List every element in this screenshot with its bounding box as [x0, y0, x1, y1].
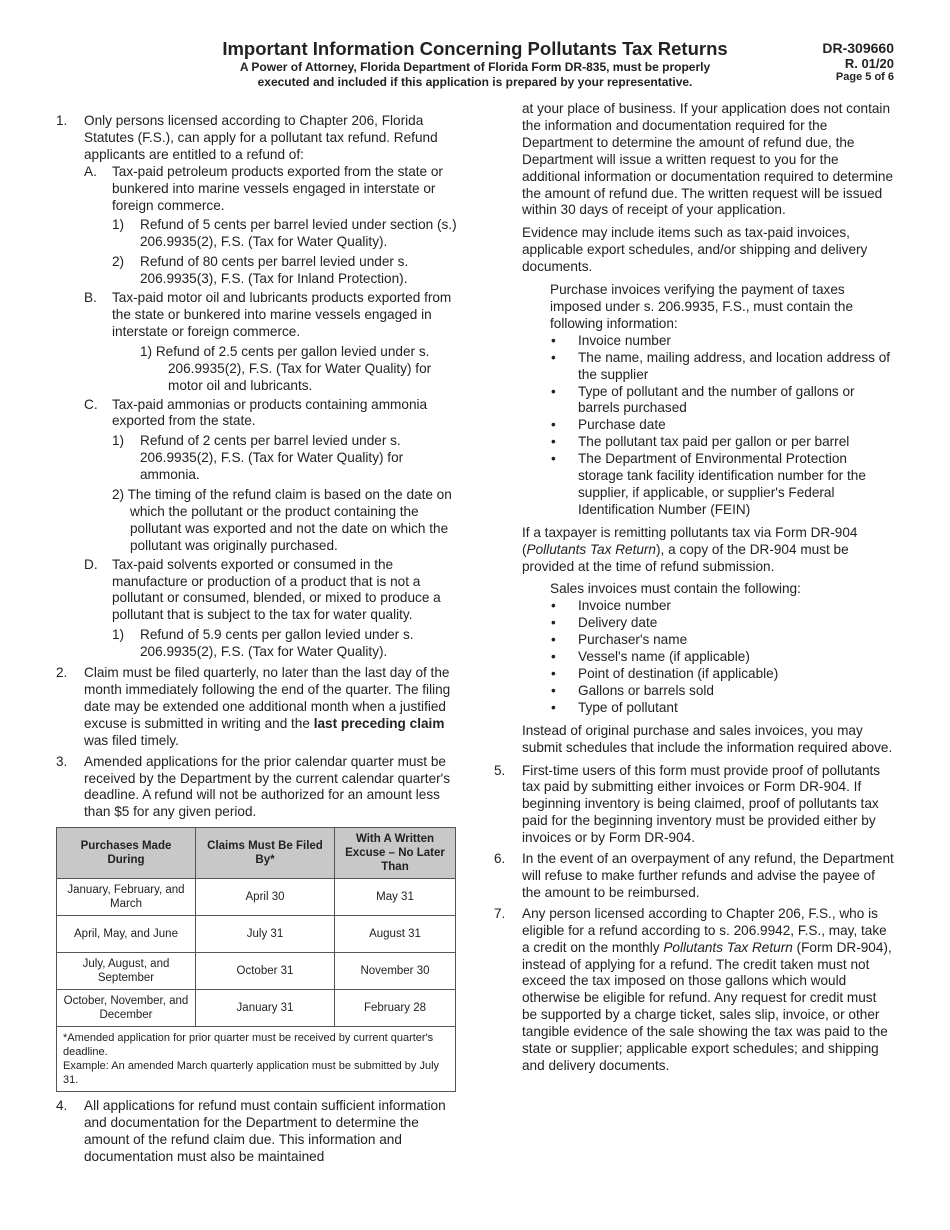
item-number: 1.: [56, 113, 68, 128]
table-header: Purchases Made During: [57, 828, 196, 879]
table-cell: January 31: [196, 990, 335, 1027]
item-number: 4.: [56, 1098, 68, 1114]
sub-sub-item-1: [112, 217, 460, 251]
purchase-bullet-list: [550, 333, 894, 519]
bullet-icon: •: [551, 699, 556, 715]
table-cell: February 28: [335, 990, 456, 1027]
text-run: (Form DR-904), instead of applying for a refund. The credit taken must not exceed the tax imposed on those gallons which would otherwise be eligible for refund. Any request for credit must be supported by a charge ticket, sales slip, invoice, or other tangible evidence of the sale showing the tax was paid to the state or supplier; applicable export schedules; and shipping and delivery documents.: [522, 939, 892, 1073]
sub-sub-text: Refund of 5.9 cents per gallon levied under s. 206.9935(2), F.S. (Tax for Water Quality).: [140, 627, 414, 660]
sales-bullet-list: [550, 598, 894, 716]
text-run: was filed timely.: [84, 732, 179, 748]
bullet-text: The name, mailing address, and location address of the supplier: [578, 349, 891, 382]
bullet-text: Purchase date: [578, 417, 666, 433]
sub-letter: D.: [84, 556, 98, 572]
item-text: All applications for refund must contain sufficient information and documentation for the Department to determine the amount of the refund claim due. This information and documentation must also be maintained: [84, 1098, 446, 1164]
list-item: [550, 683, 894, 700]
sub-sub-text: Refund of 80 cents per barrel levied under s. 206.9935(3), F.S. (Tax for Inland Protection).: [140, 254, 409, 287]
list-item-3: [56, 754, 460, 1093]
list-item: [550, 649, 894, 666]
sub-sub-item-2: [112, 254, 460, 288]
item-text: In the event of an overpayment of any refund, the Department will refuse to make further refunds and advise the payee of the amount to be reimbursed.: [522, 851, 894, 900]
bullet-icon: •: [551, 632, 556, 648]
sales-intro: Sales invoices must contain the following:: [550, 581, 801, 597]
bullet-text: Type of pollutant and the number of gallons or barrels purchased: [578, 383, 855, 416]
page-subtitle: [170, 60, 780, 90]
subtitle-line-2: executed and included if this application is prepared by your representative.: [257, 75, 693, 89]
sales-invoice-section: [550, 581, 894, 716]
item-text: [84, 665, 460, 750]
sub-sub-number: 2): [112, 254, 125, 270]
instead-text: Instead of original purchase and sales invoices, you may submit schedules that include the information required above.: [522, 722, 893, 755]
item-number: 7.: [494, 905, 506, 921]
list-item: [550, 666, 894, 683]
purchase-intro: Purchase invoices verifying the payment of taxes imposed under s. 206.9935, F.S., must contain the following information:: [550, 282, 854, 331]
list-item: [550, 417, 894, 434]
list-item-1: [56, 113, 460, 661]
sub-item-a: [84, 164, 460, 288]
list-item-7: [494, 906, 894, 1075]
left-column: [56, 113, 460, 1170]
table-cell: August 31: [335, 916, 456, 953]
table-cell: October, November, and December: [57, 990, 196, 1027]
sub-text: Tax-paid solvents exported or consumed in the manufacture or production of a product that is not a pollutant or consumed, blended, or mixed to produce a pollutant that is subject to the tax for water quality.: [112, 556, 441, 623]
list-item: [550, 384, 894, 418]
text-run: If a taxpayer is remitting pollutants tax via Form DR-904 (: [522, 524, 858, 557]
table-cell: January, February, and March: [57, 879, 196, 916]
item-number: 5.: [494, 762, 506, 778]
sub-sub-number: 1): [112, 433, 125, 449]
bold-text-run: last preceding claim: [313, 715, 445, 731]
item-text: Amended applications for the prior calendar quarter must be received by the Department by the current calendar quarter's deadline. A refund will not be authorized for an amount less than $5 for any given period.: [84, 753, 451, 820]
form-id-block: [822, 40, 894, 83]
italic-text-run: Pollutants Tax Return: [663, 939, 793, 955]
sub-item-d: [84, 557, 460, 661]
bullet-icon: •: [551, 383, 556, 399]
sub-item-b: [84, 290, 460, 394]
page-number: Page 5 of 6: [835, 71, 894, 83]
list-item: [550, 451, 894, 519]
table-cell: November 30: [335, 953, 456, 990]
bullet-text: Delivery date: [578, 615, 658, 631]
item-text: [522, 906, 894, 1075]
text-run: ), a copy of the DR-904 must be provided at the time of refund submission.: [522, 541, 849, 574]
sub-item-c: [84, 397, 460, 555]
table-row: [57, 953, 456, 990]
sub-letter: C.: [84, 396, 98, 412]
bullet-text: The Department of Environmental Protection storage tank facility identification number for the supplier, if applicable, or supplier's Federal Identification Number (FEIN): [578, 451, 866, 517]
sub-sub-number: 1): [112, 217, 125, 233]
item-number: 3.: [56, 753, 68, 769]
list-item: [550, 350, 894, 384]
item-text: at your place of business. If your application does not contain the information and documentation required for the Department to determine the amount of refund due, the Department will issue a written request to you for the additional information or documentation required to determine the amount of refund due. The written request will be issued within 30 days of receipt of your application.: [522, 101, 894, 218]
footnote-line: *Amended application for prior quarter must be received by current quarter's deadline.: [63, 1032, 434, 1059]
italic-text-run: Pollutants Tax Return: [526, 541, 656, 557]
table-header: Claims Must Be Filed By*: [196, 828, 335, 879]
bullet-icon: •: [551, 417, 556, 433]
list-item-4-continued: [494, 101, 894, 757]
item-number: 2.: [56, 665, 68, 681]
list-item: [550, 434, 894, 451]
sub-text: Tax-paid petroleum products exported from the state or bunkered into marine vessels engaged in interstate or foreign commerce.: [112, 163, 443, 213]
list-item-4: [56, 1098, 460, 1166]
sub-sub-text: Refund of 2 cents per barrel levied under s. 206.9935(2), F.S. (Tax for Water Quality) for ammonia.: [140, 433, 404, 483]
table-cell: April 30: [196, 879, 335, 916]
table-footnote: [57, 1027, 456, 1092]
bullet-icon: •: [551, 666, 556, 681]
list-item: [550, 333, 894, 350]
sub-sub-text: 1) Refund of 2.5 cents per gallon levied under s. 206.9935(2), F.S. (Tax for Water Quality) for motor oil and lubricants.: [140, 343, 432, 393]
page-title: Important Information Concerning Pollutants Tax Returns: [222, 38, 728, 59]
sub-sub-item-1: [112, 627, 460, 661]
item-text: First-time users of this form must provide proof of pollutants tax paid by submitting either invoices or Form DR-904. If beginning inventory is being claimed, proof of pollutants tax paid for the beginning inventory must be provided either by invoices or by Form DR-904.: [522, 762, 881, 846]
item-text: Only persons licensed according to Chapter 206, Florida Statutes (F.S.), can apply for a pollutant tax refund. Refund applicants are entitled to a refund of:: [84, 113, 438, 162]
bullet-icon: •: [551, 615, 556, 631]
sub-sub-text: 2) The timing of the refund claim is based on the date on which the pollutant or the product containing the pollutant was exported and not the date on which the pollutant was originally purchased.: [112, 487, 452, 553]
table-cell: July, August, and September: [57, 953, 196, 990]
bullet-icon: •: [551, 682, 556, 698]
table-header-row: [57, 828, 456, 879]
bullet-text: The pollutant tax paid per gallon or per barrel: [578, 434, 850, 450]
sub-sub-item-1: [112, 433, 460, 484]
table-note-row: [57, 1027, 456, 1092]
table-row: [57, 879, 456, 916]
bullet-text: Gallons or barrels sold: [578, 682, 714, 698]
bullet-icon: •: [551, 332, 556, 348]
filing-deadline-table: [56, 827, 456, 1092]
purchase-invoice-section: [550, 282, 894, 519]
bullet-icon: •: [551, 434, 556, 450]
form-number: DR-309660: [822, 40, 894, 56]
sub-sub-text: Refund of 5 cents per barrel levied under section (s.) 206.9935(2), F.S. (Tax for Water Quality).: [140, 217, 457, 250]
sub-sub-number: 1): [112, 627, 125, 643]
list-item: [550, 700, 894, 717]
table-header: With A Written Excuse – No Later Than: [335, 828, 456, 879]
right-column: [494, 101, 894, 1079]
table-cell: July 31: [196, 916, 335, 953]
bullet-text: Vessel's name (if applicable): [578, 649, 750, 665]
subtitle-line-1: A Power of Attorney, Florida Department of Florida Form DR-835, must be properly: [239, 60, 711, 74]
bullet-text: Invoice number: [578, 598, 671, 614]
sub-text: Tax-paid motor oil and lubricants products exported from the state or bunkered into marine vessels engaged in interstate or foreign commerce.: [112, 290, 452, 339]
table-cell: October 31: [196, 953, 335, 990]
bullet-text: Type of pollutant: [578, 699, 678, 715]
form-revision: R. 01/20: [844, 56, 894, 71]
list-item-5: [494, 763, 894, 848]
bullet-text: Invoice number: [578, 332, 671, 348]
bullet-icon: •: [551, 451, 556, 467]
sub-text: Tax-paid ammonias or products containing ammonia exported from the state.: [112, 396, 428, 429]
evidence-text: Evidence may include items such as tax-paid invoices, applicable export schedules, and/or shipping and delivery documents.: [522, 225, 868, 275]
sub-letter: A.: [84, 163, 97, 179]
text-run: Claim must be filed quarterly, no later than the last day of the month immediately following the end of the quarter. The filing date may be extended one additional month when a justified excuse is submitted in writing and the: [84, 665, 451, 731]
list-item: [550, 598, 894, 615]
list-item: [550, 615, 894, 632]
bullet-icon: •: [551, 598, 556, 614]
text-run: Any person licensed according to Chapter 206, F.S., who is eligible for a refund according to s. 206.9942, F.S., may, take a credit on the monthly: [522, 905, 887, 955]
list-item-6: [494, 851, 894, 902]
bullet-text: Point of destination (if applicable): [578, 666, 779, 681]
list-item-2: [56, 665, 460, 750]
dr904-text: [522, 525, 894, 576]
table-row: [57, 916, 456, 953]
sub-sub-item-1: [112, 344, 460, 395]
table-cell: April, May, and June: [57, 916, 196, 953]
bullet-text: Purchaser's name: [578, 632, 688, 648]
footnote-line: Example: An amended March quarterly application must be submitted by July 31.: [63, 1060, 440, 1087]
item-number: 6.: [494, 851, 506, 867]
sub-letter: B.: [84, 290, 97, 306]
table-cell: May 31: [335, 879, 456, 916]
bullet-icon: •: [551, 649, 556, 665]
sub-sub-item-2: [112, 487, 460, 555]
table-row: [57, 990, 456, 1027]
bullet-icon: •: [551, 349, 556, 365]
list-item: [550, 632, 894, 649]
